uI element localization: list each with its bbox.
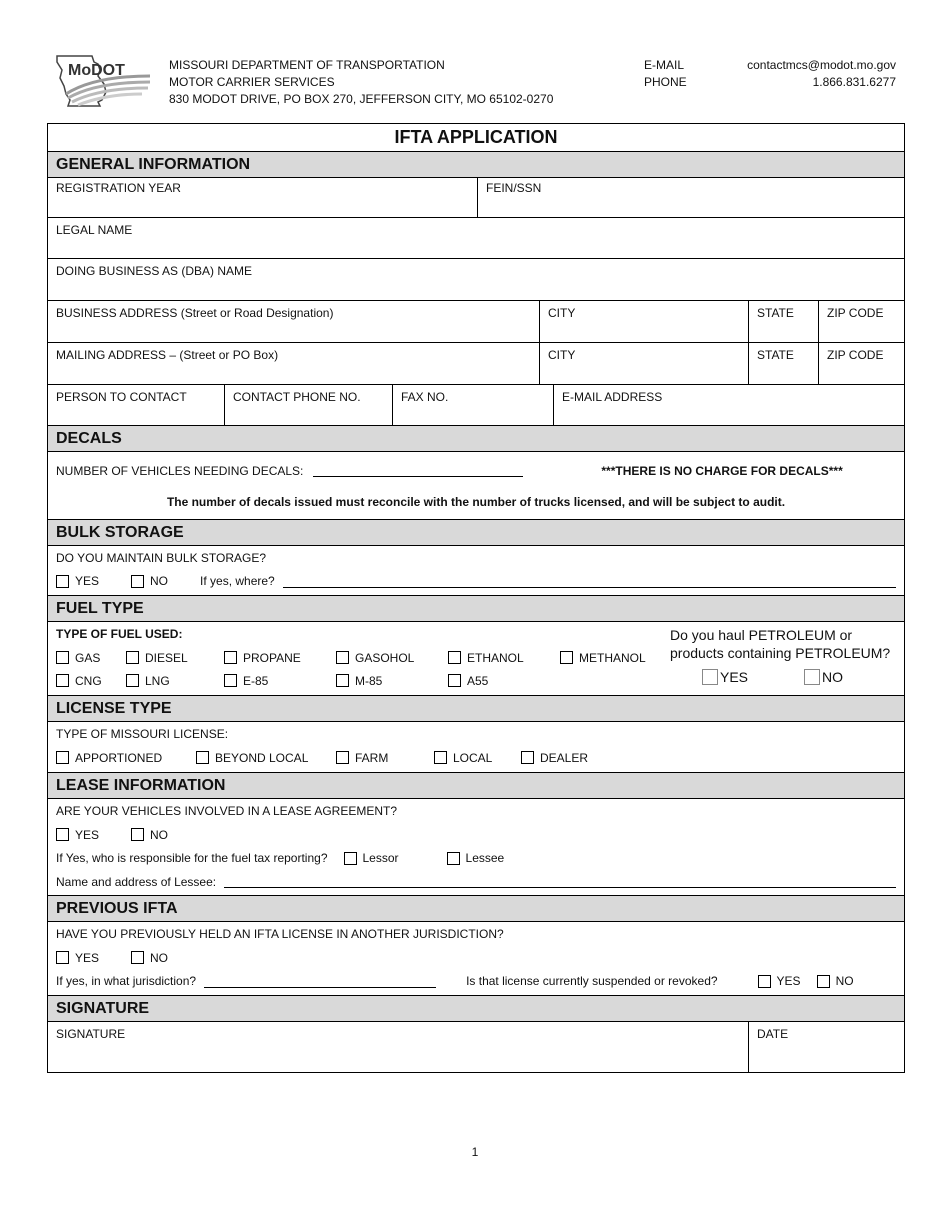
fuel-diesel-checkbox[interactable]: DIESEL [126, 651, 188, 665]
fuel-cng-checkbox[interactable]: CNG [56, 674, 102, 688]
bulk-storage-question: DO YOU MAINTAIN BULK STORAGE? [56, 551, 267, 565]
phone-value: 1.866.831.6277 [812, 75, 896, 89]
fuel-m85-checkbox[interactable]: M-85 [336, 674, 382, 688]
general-information-heading: GENERAL INFORMATION [48, 152, 904, 178]
lessor-checkbox[interactable]: Lessor [344, 851, 399, 865]
mailing-address-row [48, 343, 904, 385]
lessee-name-label: Name and address of Lessee: [56, 874, 217, 889]
no-charge-notice: ***THERE IS NO CHARGE FOR DECALS*** [601, 463, 843, 478]
mailing-city-field[interactable] [539, 343, 748, 384]
fuel-type-section [48, 622, 904, 696]
fuel-tax-responsible-question: If Yes, who is responsible for the fuel tax reporting? [56, 851, 328, 865]
business-address-label: BUSINESS ADDRESS (Street or Road Designation) [56, 306, 334, 320]
decals-heading: DECALS [48, 426, 904, 452]
contact-values [747, 57, 896, 91]
suspended-question: Is that license currently suspended or revoked? [466, 974, 718, 988]
license-beyond-local-checkbox[interactable]: BEYOND LOCAL [196, 751, 308, 765]
legal-name-row [48, 218, 904, 259]
fuel-gasohol-checkbox[interactable]: GASOHOL [336, 651, 414, 665]
business-zip-label: ZIP CODE [827, 306, 884, 320]
letterhead [54, 54, 896, 110]
previous-yes-checkbox[interactable]: YES [56, 951, 99, 965]
contact-row [48, 385, 904, 426]
email-label: E-MAIL [644, 58, 685, 72]
agency-name: MISSOURI DEPARTMENT OF TRANSPORTATION [169, 58, 445, 72]
dba-row [48, 259, 904, 301]
fuel-gas-checkbox[interactable]: GAS [56, 651, 100, 665]
license-type-heading: LICENSE TYPE [48, 696, 904, 722]
phone-label: PHONE [644, 75, 687, 89]
mailing-state-field[interactable] [748, 343, 818, 384]
agency-info [169, 57, 553, 108]
person-to-contact-field[interactable] [48, 385, 224, 425]
business-address-row [48, 301, 904, 343]
petroleum-no-checkbox[interactable]: NO [804, 668, 843, 686]
fuel-a55-checkbox[interactable]: A55 [448, 674, 488, 688]
bulk-storage-heading: BULK STORAGE [48, 520, 904, 546]
previous-ifta-question: HAVE YOU PREVIOUSLY HELD AN IFTA LICENSE IN ANOTHER JURISDICTION? [56, 927, 504, 941]
vehicles-needing-decals-label: NUMBER OF VEHICLES NEEDING DECALS: [56, 463, 304, 478]
dba-name-field[interactable] [48, 259, 904, 300]
signature-heading: SIGNATURE [48, 996, 904, 1022]
bulk-where-input[interactable] [283, 575, 896, 588]
license-dealer-checkbox[interactable]: DEALER [521, 751, 588, 765]
contact-labels [644, 57, 687, 91]
lease-yes-checkbox[interactable]: YES [56, 828, 99, 842]
fuel-propane-checkbox[interactable]: PROPANE [224, 651, 301, 665]
license-type-label: TYPE OF MISSOURI LICENSE: [56, 727, 229, 741]
fuel-type-heading: FUEL TYPE [48, 596, 904, 622]
license-type-section [48, 722, 904, 773]
mailing-zip-label: ZIP CODE [827, 348, 884, 362]
fuel-type-label: TYPE OF FUEL USED: [56, 627, 183, 641]
fein-ssn-label: FEIN/SSN [486, 181, 542, 195]
decals-audit-notice: The number of decals issued must reconcile with the number of trucks licensed, and will be subject to audit. [166, 495, 786, 509]
petroleum-question: Do you haul PETROLEUM or products containing PETROLEUM? YES NO [670, 627, 891, 685]
lease-information-section [48, 799, 904, 896]
lease-no-checkbox[interactable]: NO [131, 828, 168, 842]
agency-address: 830 MODOT DRIVE, PO BOX 270, JEFFERSON CITY, MO 65102-0270 [169, 92, 554, 106]
previous-ifta-heading: PREVIOUS IFTA [48, 896, 904, 922]
bulk-no-checkbox[interactable]: NO [131, 574, 168, 588]
form-title: IFTA APPLICATION [48, 124, 904, 152]
registration-row [48, 178, 904, 218]
petroleum-yes-checkbox[interactable]: YES [702, 668, 748, 686]
license-apportioned-checkbox[interactable]: APPORTIONED [56, 751, 162, 765]
fein-ssn-field[interactable] [477, 178, 904, 217]
checkbox-icon [56, 575, 69, 588]
fuel-methanol-checkbox[interactable]: METHANOL [560, 651, 646, 665]
suspended-yes-checkbox[interactable]: YES [758, 974, 801, 988]
license-farm-checkbox[interactable]: FARM [336, 751, 388, 765]
lessee-name-input[interactable] [224, 875, 896, 888]
previous-no-checkbox[interactable]: NO [131, 951, 168, 965]
mailing-address-field[interactable] [48, 343, 539, 384]
jurisdiction-input[interactable] [204, 975, 436, 988]
business-state-field[interactable] [748, 301, 818, 342]
checkbox-icon [131, 575, 144, 588]
contact-phone-field[interactable] [224, 385, 392, 425]
fax-field[interactable] [392, 385, 553, 425]
signature-row [48, 1022, 904, 1072]
mailing-state-label: STATE [757, 348, 794, 362]
email-address-label: E-MAIL ADDRESS [562, 390, 663, 404]
date-field[interactable] [748, 1022, 904, 1072]
legal-name-field[interactable] [48, 218, 904, 258]
license-local-checkbox[interactable]: LOCAL [434, 751, 492, 765]
decals-section [48, 452, 904, 520]
lease-information-heading: LEASE INFORMATION [48, 773, 904, 799]
date-label: DATE [757, 1027, 789, 1041]
mailing-city-label: CITY [548, 348, 576, 362]
contact-phone-label: CONTACT PHONE NO. [233, 390, 361, 404]
lease-question: ARE YOUR VEHICLES INVOLVED IN A LEASE AGREEMENT? [56, 804, 398, 818]
business-state-label: STATE [757, 306, 794, 320]
ifta-application-form [47, 123, 905, 1073]
mailing-zip-field[interactable] [818, 343, 904, 384]
signature-label: SIGNATURE [56, 1027, 126, 1041]
fuel-ethanol-checkbox[interactable]: ETHANOL [448, 651, 524, 665]
email-value: contactmcs@modot.mo.gov [747, 58, 896, 72]
business-city-label: CITY [548, 306, 576, 320]
jurisdiction-label: If yes, in what jurisdiction? [56, 974, 197, 988]
bulk-storage-section [48, 546, 904, 596]
logo-text: MoDOT [68, 62, 125, 79]
dba-name-label: DOING BUSINESS AS (DBA) NAME [56, 264, 253, 278]
agency-division: MOTOR CARRIER SERVICES [169, 75, 335, 89]
signature-field[interactable] [48, 1022, 748, 1072]
previous-ifta-section [48, 922, 904, 996]
page-number: 1 [471, 1145, 479, 1159]
business-city-field[interactable] [539, 301, 748, 342]
modot-logo [54, 54, 154, 108]
bulk-where-label: If yes, where? [200, 574, 275, 588]
mailing-address-label: MAILING ADDRESS – (Street or PO Box) [56, 348, 279, 362]
vehicles-needing-decals-input[interactable] [313, 464, 523, 477]
business-zip-field[interactable] [818, 301, 904, 342]
fuel-lng-checkbox[interactable]: LNG [126, 674, 170, 688]
fuel-e85-checkbox[interactable]: E-85 [224, 674, 268, 688]
bulk-yes-checkbox[interactable]: YES [56, 574, 99, 588]
legal-name-label: LEGAL NAME [56, 223, 133, 237]
registration-year-field[interactable] [48, 178, 477, 217]
registration-year-label: REGISTRATION YEAR [56, 181, 181, 195]
business-address-field[interactable] [48, 301, 539, 342]
email-address-field[interactable] [553, 385, 904, 425]
person-to-contact-label: PERSON TO CONTACT [56, 390, 187, 404]
suspended-no-checkbox[interactable]: NO [817, 974, 854, 988]
fax-label: FAX NO. [401, 390, 449, 404]
lessee-checkbox[interactable]: Lessee [447, 851, 505, 865]
